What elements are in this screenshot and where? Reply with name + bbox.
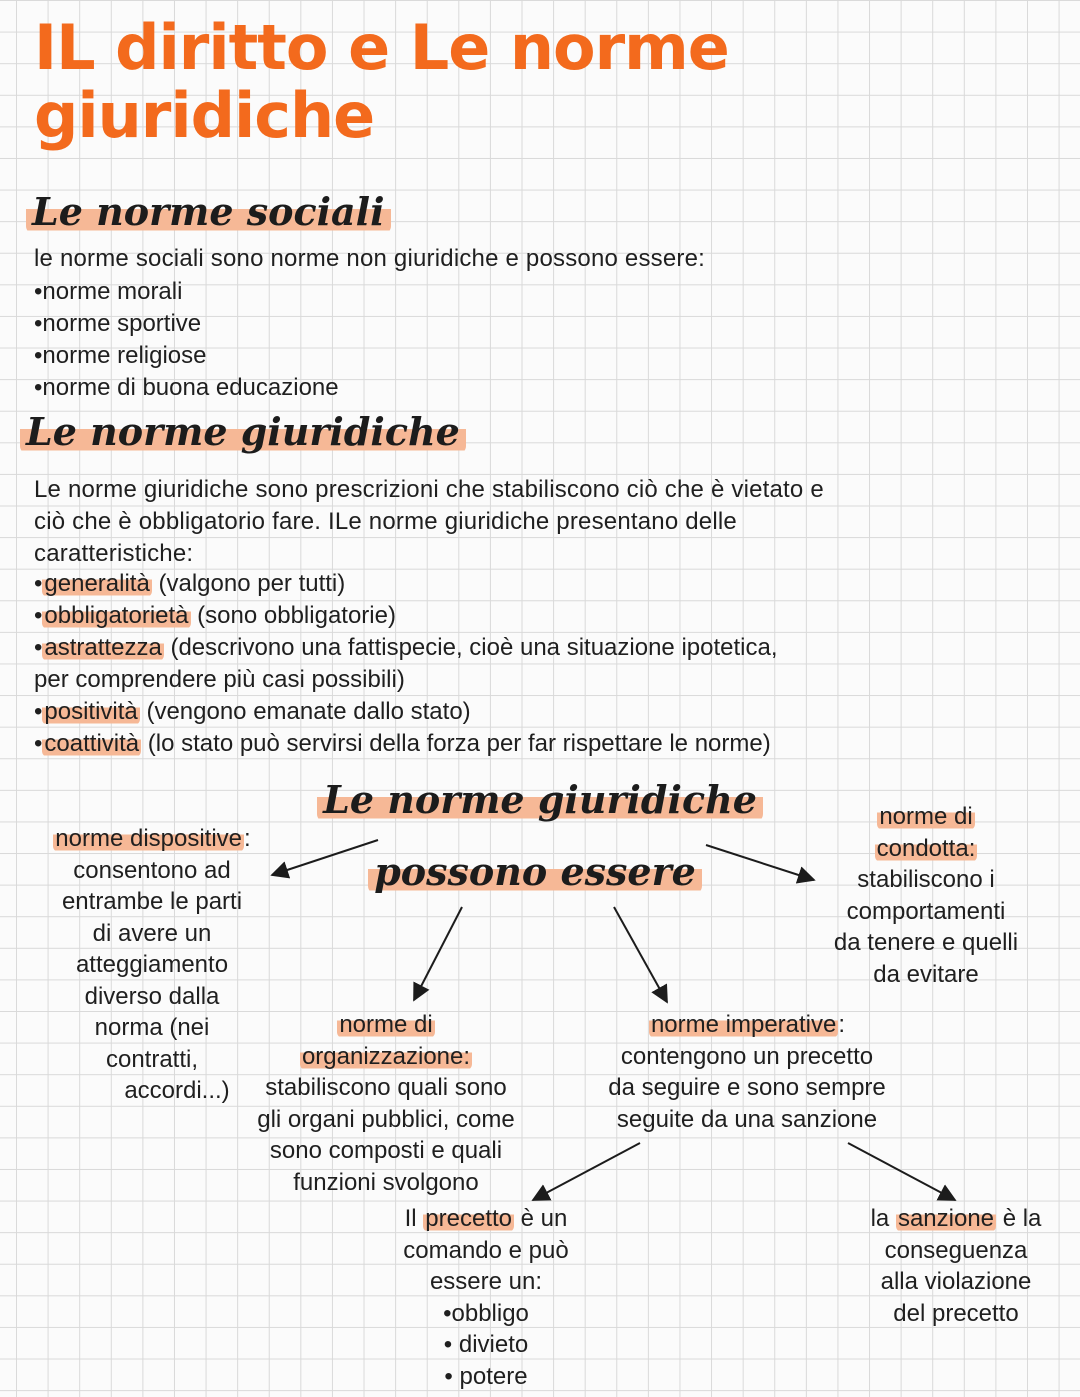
node-term: organizzazione: [301, 1042, 471, 1070]
node-line: comportamenti [846, 897, 1006, 925]
arrow-to-imperative [614, 907, 667, 1002]
node-line: del precetto [893, 1299, 1019, 1327]
node-pre: la [870, 1205, 896, 1232]
list-item: • norme morali [34, 276, 339, 308]
node-line: diverso dalla [84, 982, 220, 1010]
legal-intro-line: caratteristiche: [34, 540, 194, 567]
node-line: di avere un [92, 919, 212, 947]
node-line: stabiliscono i [857, 866, 995, 893]
node-line: da seguire e sono sempre [608, 1074, 886, 1101]
arrow-to-condotta [706, 845, 814, 880]
trait-desc: (vengono emanate dallo stato) [139, 698, 471, 725]
trait-desc: (valgono per tutti) [151, 570, 346, 597]
node-term: precetto [425, 1205, 512, 1232]
node-term: condotta: [876, 834, 976, 862]
node-title [360, 1203, 612, 1235]
trait-desc: (sono obbligatorie) [190, 602, 396, 629]
diagram-subheading [360, 850, 710, 894]
node-title [224, 1041, 548, 1073]
node-term: norme dispositive [55, 825, 243, 852]
precetto-item: obbligo [451, 1299, 529, 1327]
node-line: norma (nei [94, 1014, 210, 1041]
trait-term: positività [44, 698, 138, 725]
trait-term: astrattezza [44, 634, 162, 661]
node-line: contengono un precetto [620, 1042, 874, 1070]
node-pre: Il [404, 1205, 424, 1232]
diagram-heading [290, 778, 790, 822]
social-intro: le norme sociali sono norme non giuridiche e possono essere: [34, 245, 706, 272]
node-line: seguite da una sanzione [616, 1105, 878, 1133]
trait-desc: (lo stato può servirsi della forza per far rispettare le norme) [141, 730, 771, 757]
diagram-subheading-text: possono essere [368, 849, 702, 894]
legal-intro-line: ciò che è obbligatorio fare. ILe norme giuridiche presentano delle [34, 508, 737, 535]
trait-term: generalità [44, 570, 150, 597]
node-title [14, 823, 290, 855]
node-line: contratti, [105, 1045, 199, 1073]
trait-desc: (descrivono una fattispecie, cioè una situazione ipotetica, [163, 634, 778, 661]
arrow-to-precetto [533, 1143, 640, 1200]
trait-term: obbligatorietà [44, 602, 189, 629]
precetto-item: potere [459, 1362, 528, 1390]
node-condotta [800, 801, 1052, 990]
diagram-heading-text: Le norme giuridiche [317, 777, 763, 822]
node-line: sono composti e quali [269, 1137, 503, 1164]
page-title-line2: giuridiche [34, 79, 375, 152]
node-line: gli organi pubblici, come [257, 1105, 515, 1133]
trait-desc: per comprendere più casi possibili) [34, 666, 405, 693]
node-organizzazione [224, 1009, 548, 1198]
node-title [800, 833, 1052, 865]
node-line: stabiliscono quali sono [265, 1074, 507, 1101]
list-item: •obbligo [443, 1299, 529, 1327]
node-title [562, 1009, 932, 1041]
node-line: essere un: [429, 1268, 543, 1295]
node-line: da tenere e quelli [833, 929, 1019, 956]
node-imperative [562, 1009, 932, 1135]
node-line: alla violazione [880, 1268, 1032, 1295]
page-title-line1: IL diritto e Le norme [34, 11, 729, 84]
node-line: conseguenza [884, 1236, 1028, 1264]
section-heading-social-text: Le norme sociali [26, 189, 391, 234]
node-term: norme imperative [650, 1011, 837, 1038]
node-line: comando e può [403, 1236, 569, 1264]
node-term: norme di [879, 803, 973, 830]
trait-term: coattività [44, 730, 140, 757]
node-line: entrambe le parti [61, 888, 243, 915]
precetto-item: divieto [458, 1331, 529, 1358]
list-item: • norme di buona educazione [34, 372, 339, 404]
node-term: sanzione [897, 1205, 995, 1232]
legal-intro-line: Le norme giuridiche sono prescrizioni che stabiliscono ciò che è vietato e [34, 476, 824, 503]
node-line: funzioni svolgono [293, 1168, 479, 1196]
node-line: accordi...) [124, 1077, 230, 1104]
arrow-to-organizzazione [414, 907, 462, 1000]
node-colon: : [244, 825, 251, 852]
node-title [800, 801, 1052, 833]
arrow-to-sanzione [848, 1143, 955, 1200]
node-title [844, 1203, 1068, 1235]
section-heading-legal-text: Le norme giuridiche [20, 409, 466, 454]
list-item: • norme sportive [34, 308, 339, 340]
list-item: • norme religiose [34, 340, 339, 372]
node-term: norme di [339, 1011, 433, 1038]
node-title [224, 1009, 548, 1041]
node-post: è la [996, 1205, 1042, 1232]
node-line: da evitare [873, 960, 979, 988]
node-colon: : [838, 1011, 846, 1038]
node-sanzione [844, 1203, 1068, 1329]
list-item: • potere [444, 1362, 528, 1390]
list-item: • divieto [443, 1331, 529, 1358]
node-precetto [360, 1203, 612, 1392]
node-line: atteggiamento [75, 951, 229, 978]
node-line: consentono ad [73, 856, 231, 884]
node-post: è un [514, 1205, 568, 1232]
